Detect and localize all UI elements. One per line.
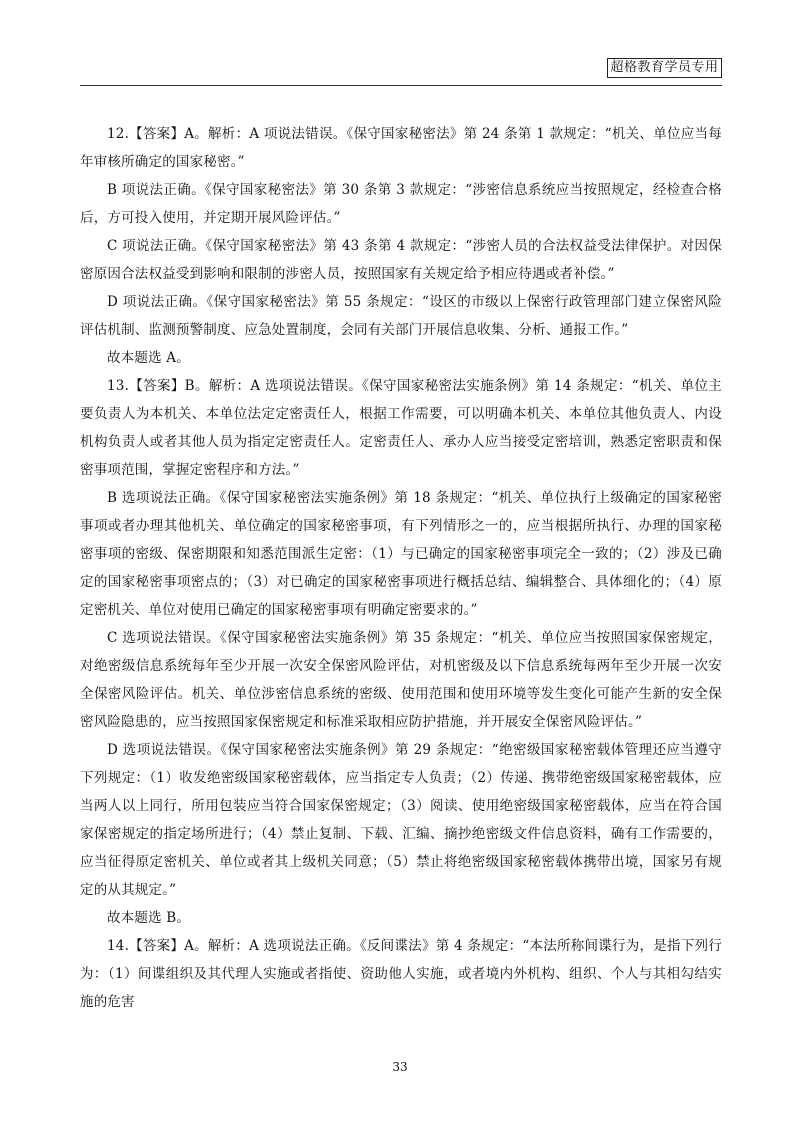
paragraph-q13-a: 13.【答案】B。解析：A 选项说法错误。《保守国家秘密法实施条例》第 14 条规定：“机关、单位主要负责人为本机关、本单位法定定密责任人，根据工作需要，可以明确本机关、本单位其他负责人、内设机构负责人或者其他人员为指定定密责任人。定密责任人、承办人应当接受定密培训，熟悉定密职责和保密事项范围，掌握定密程序和方法。” (80, 378, 722, 478)
paragraph-q13-b: B 选项说法正确。《保守国家秘密法实施条例》第 18 条规定：“机关、单位执行上级确定的国家秘密事项或者办理其他机关、单位确定的国家秘密事项，有下列情形之一的，应当根据所执行、办理的国家秘密事项的密级、保密期限和知悉范围派生定密：（1）与已确定的国家秘密事项完全一致的；（2）涉及已确定的国家秘密事项密点的；（3）对已确定的国家秘密事项进行概括总结、编辑整合、具体细化的；（4）原定密机关、单位对使用已确定的国家秘密事项有明确定密要求的。” (80, 490, 722, 618)
paragraph-q14-a: 14.【答案】A。解析：A 选项说法正确。《反间谍法》第 4 条规定：“本法所称间谍行为，是指下列行为：（1）间谍组织及其代理人实施或者指使、资助他人实施，或者境内外机构、组织、个人与其相勾结实施的危害 (80, 938, 722, 1010)
paragraph-q13-answer: 故本题选 B。 (107, 910, 191, 926)
paragraph-q12-d: D 项说法正确。《保守国家秘密法》第 55 条规定：“设区的市级以上保密行政管理部门建立保密风险评估机制、监测预警制度、应急处置制度，会同有关部门开展信息收集、分析、通报工作。” (80, 294, 722, 338)
paragraph-q13-c: C 选项说法错误。《保守国家秘密法实施条例》第 35 条规定：“机关、单位应当按照国家保密规定，对绝密级信息系统每年至少开展一次安全保密风险评估，对机密级及以下信息系统每两年至少开展一次安全保密风险评估。机关、单位涉密信息系统的密级、使用范围和使用环境等发生变化可能产生新的安全保密风险隐患的，应当按照国家保密规定和标准采取相应防护措施，并开展安全保密风险评估。” (80, 630, 722, 730)
header-label: 超格教育学员专用 (607, 58, 722, 78)
paragraph-q12-a: 12.【答案】A。解析：A 项说法错误。《保守国家秘密法》第 24 条第 1 款规定：“机关、单位应当每年审核所确定的国家秘密。” (80, 126, 722, 170)
paragraph-q12-b: B 项说法正确。《保守国家秘密法》第 30 条第 3 款规定：“涉密信息系统应当按照规定，经检查合格后，方可投入使用，并定期开展风险评估。” (80, 182, 722, 226)
paragraph-q12-answer: 故本题选 A。 (107, 350, 190, 366)
paragraph-q13-d: D 选项说法错误。《保守国家秘密法实施条例》第 29 条规定：“绝密级国家秘密载体管理还应当遵守下列规定：（1）收发绝密级国家秘密载体，应当指定专人负责；（2）传递、携带绝密级国家秘密载体，应当两人以上同行，所用包装应当符合国家保密规定；（3）阅读、使用绝密级国家秘密载体，应当在符合国家保密规定的指定场所进行；（4）禁止复制、下载、汇编、摘抄绝密级文件信息资料，确有工作需要的，应当征得原定密机关、单位或者其上级机关同意；（5）禁止将绝密级国家秘密载体携带出境，国家另有规定的从其规定。” (80, 742, 722, 898)
paragraph-q12-c: C 项说法正确。《保守国家秘密法》第 43 条第 4 款规定：“涉密人员的合法权益受法律保护。对因保密原因合法权益受到影响和限制的涉密人员，按照国家有关规定给予相应待遇或者补偿。” (80, 238, 722, 282)
header-divider (80, 85, 722, 86)
page-number: 33 (392, 1060, 408, 1074)
document-body (80, 120, 722, 1016)
